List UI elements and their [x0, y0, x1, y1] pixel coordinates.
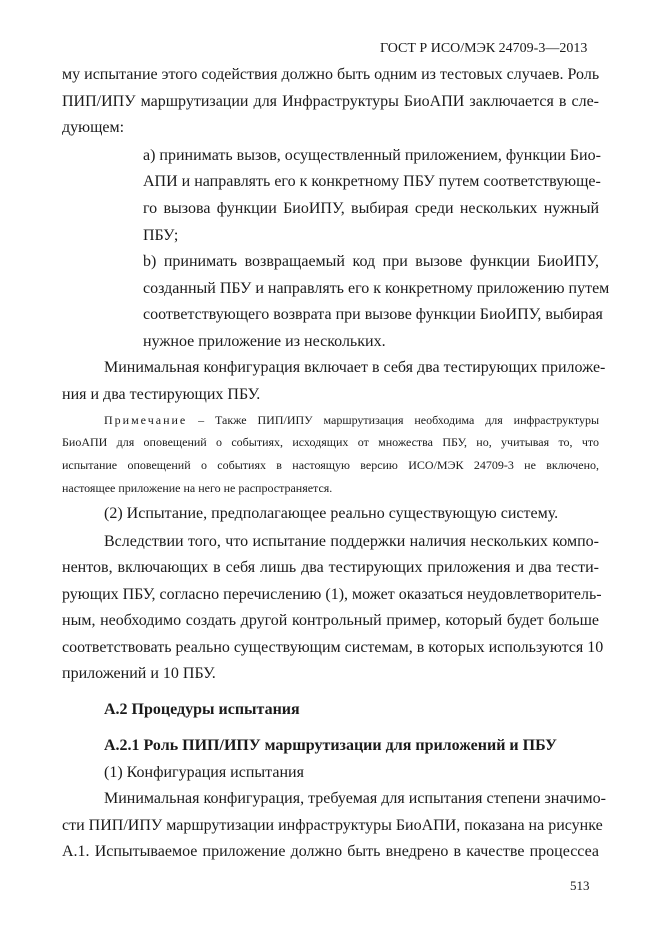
- text-line: приложений и 10 ПБУ.: [62, 665, 216, 682]
- text-line: соответствовать реально существующим системам, в которых используются 10: [62, 639, 604, 656]
- text-line: ния и два тестирующих ПБУ.: [62, 386, 261, 403]
- text-line: дующем:: [62, 119, 125, 136]
- subsection-heading: А.2.1 Роль ПИП/ИПУ маршрутизации для приложений и ПБУ: [104, 737, 557, 754]
- text-line: нентов, включающих в себя лишь два тестирующих приложения и два тести-: [62, 559, 599, 576]
- text-line: Вследствии того, что испытание поддержки наличия нескольких компо-: [104, 533, 599, 550]
- text-line: Минимальная конфигурация, требуемая для испытания степени значимо-: [104, 790, 606, 807]
- list-item-a: а) принимать вызов, осуществленный приложением, функции Био-: [143, 147, 601, 164]
- text-line: сти ПИП/ИПУ маршрутизации инфраструктуры БиоАПИ, показана на рисунке: [62, 817, 603, 834]
- note-line: настоящее приложение на него не распространяется.: [62, 481, 333, 495]
- list-item-b: созданный ПБУ и направлять его к конкретному приложению путем: [143, 280, 610, 297]
- note-line: БиоАПИ для оповещений о событиях, исходящих от множества ПБУ, но, учитывая то, что: [62, 435, 599, 449]
- note-line: испытание оповещений о событиях в настоящую версию ИСО/МЭК 24709-3 не включено,: [62, 458, 599, 472]
- note-text: – Также ПИП/ИПУ маршрутизация необходима для инфраструктуры: [187, 413, 599, 427]
- page-header: ГОСТ Р ИСО/МЭК 24709-3—2013: [380, 41, 588, 56]
- text-line: ным, необходимо создать другой контрольный пример, который будет больше: [62, 612, 599, 629]
- section-heading: А.2 Процедуры испытания: [104, 701, 300, 718]
- note-line: [104, 412, 599, 428]
- text-line: (1) Конфигурация испытания: [104, 764, 304, 781]
- list-item-a: ПБУ;: [143, 227, 179, 244]
- page-number: 513: [570, 878, 590, 893]
- list-item-a: АПИ и направлять его к конкретному ПБУ путем соответствующе-: [143, 173, 601, 190]
- list-item-a: го вызова функции БиоИПУ, выбирая среди нескольких нужный: [143, 200, 599, 217]
- text-line: А.1. Испытываемое приложение должно быть внедрено в качестве процессеа: [62, 843, 599, 860]
- list-item-b: нужное приложение из нескольких.: [143, 333, 386, 350]
- list-item-b: соответствующего возврата при вызове функции БиоИПУ, выбирая: [143, 306, 603, 323]
- note-label: Примечание: [104, 413, 188, 427]
- text-line: рующих ПБУ, согласно перечислению (1), может оказаться неудовлетворитель-: [62, 586, 602, 603]
- text-line: (2) Испытание, предполагающее реально существующую систему.: [104, 505, 559, 522]
- text-line: Минимальная конфигурация включает в себя два тестирующих приложе-: [104, 359, 606, 376]
- text-line: ПИП/ИПУ маршрутизации для Инфраструктуры БиоАПИ заключается в сле-: [62, 93, 599, 110]
- text-line: му испытание этого содействия должно быть одним из тестовых случаев. Роль: [62, 66, 600, 83]
- list-item-b: b) принимать возвращаемый код при вызове функции БиоИПУ,: [143, 253, 599, 270]
